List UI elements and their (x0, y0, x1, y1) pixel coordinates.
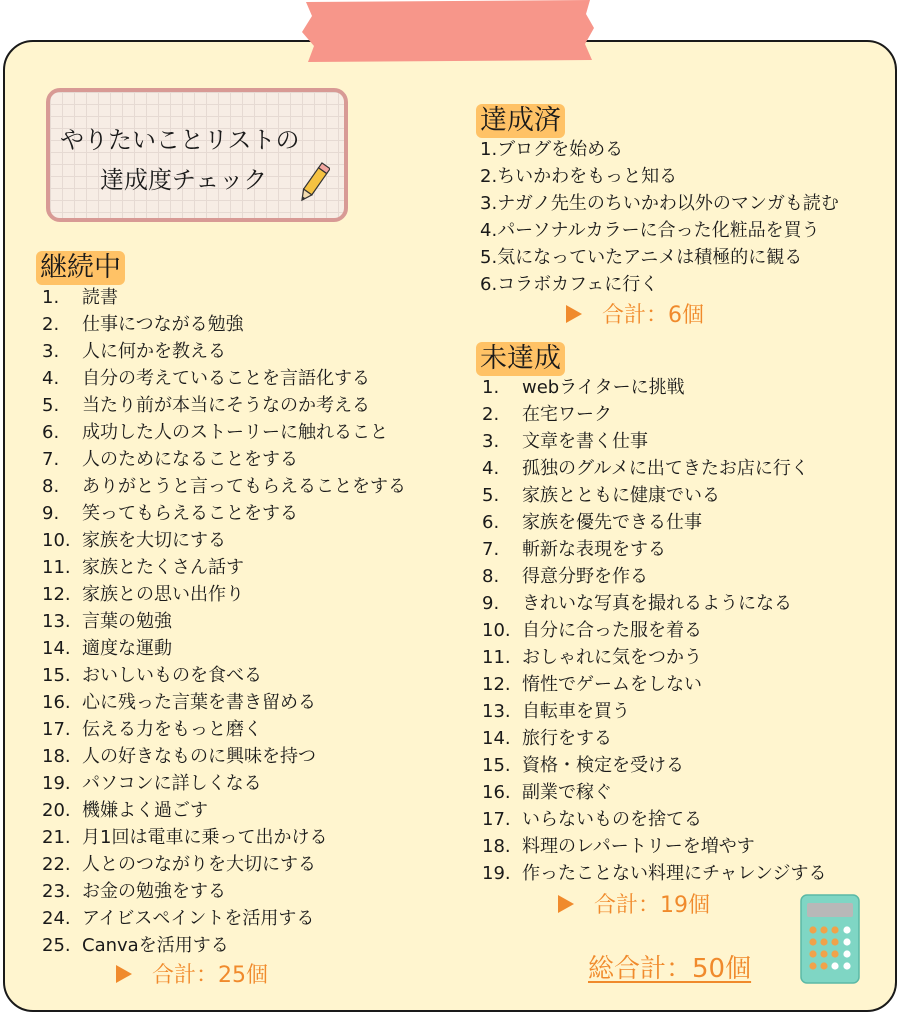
item-number: 4. (42, 368, 60, 389)
item-number: 11. (42, 557, 71, 578)
item-text: 人のためになることをする (82, 449, 298, 470)
play-triangle-icon (566, 305, 582, 323)
item-number: 6. (42, 422, 60, 443)
achieved-total (566, 298, 704, 329)
item-text: 言葉の勉強 (82, 611, 172, 632)
list-item (482, 428, 827, 455)
item-text: 孤独のグルメに出てきたお店に行く (522, 458, 809, 479)
not-achieved-list (482, 374, 827, 887)
item-text: ちいかわをもっと知る (497, 166, 678, 187)
item-text: 旅行をする (522, 728, 612, 749)
list-item (482, 455, 827, 482)
item-number: 18. (482, 836, 511, 857)
list-item (42, 500, 406, 527)
list-item (42, 527, 406, 554)
item-number: 2. (480, 166, 498, 187)
list-item (42, 824, 406, 851)
list-item (42, 284, 406, 311)
list-item (42, 797, 406, 824)
item-number: 13. (42, 611, 71, 632)
achieved-list (480, 136, 839, 298)
item-number: 7. (482, 539, 500, 560)
item-number: 1. (480, 139, 498, 160)
list-item (42, 419, 406, 446)
item-text: パーソナルカラーに合った化粧品を買う (497, 220, 820, 241)
item-number: 13. (482, 701, 511, 722)
item-number: 4. (480, 220, 498, 241)
item-number: 16. (42, 692, 71, 713)
item-number: 4. (482, 458, 500, 479)
item-text: 副業で稼ぐ (522, 782, 612, 803)
list-item (482, 833, 827, 860)
list-item (42, 905, 406, 932)
item-text: お金の勉強をする (82, 881, 226, 902)
list-item (482, 752, 827, 779)
item-number: 20. (42, 800, 71, 821)
item-text: 当たり前が本当にそうなのか考える (82, 395, 370, 416)
item-text: 斬新な表現をする (522, 539, 666, 560)
in-progress-total-text: 合計：25個 (152, 963, 268, 988)
item-number: 10. (42, 530, 71, 551)
pencil-icon (298, 160, 330, 206)
item-number: 8. (482, 566, 500, 587)
item-text: 在宅ワーク (522, 404, 612, 425)
item-number: 5. (42, 395, 60, 416)
item-text: Canvaを活用する (82, 935, 229, 956)
item-number: 12. (482, 674, 511, 695)
item-number: 10. (482, 620, 511, 641)
item-number: 22. (42, 854, 71, 875)
list-item (480, 163, 839, 190)
in-progress-list (42, 284, 406, 959)
list-item (42, 554, 406, 581)
item-text: 作ったことない料理にチャレンジする (522, 863, 827, 884)
list-item (42, 689, 406, 716)
item-number: 7. (42, 449, 60, 470)
item-number: 16. (482, 782, 511, 803)
list-item (480, 136, 839, 163)
list-item (42, 878, 406, 905)
item-text: 伝える力をもっと磨く (82, 719, 262, 740)
play-triangle-icon (116, 965, 132, 983)
item-number: 17. (42, 719, 71, 740)
grand-total: 総合計：50個 (588, 954, 752, 984)
item-number: 12. (42, 584, 71, 605)
list-item (482, 536, 827, 563)
item-text: 家族とたくさん話す (82, 557, 244, 578)
item-text: 月1回は電車に乗って出かける (82, 827, 328, 848)
item-text: コラボカフェに行く (497, 274, 659, 295)
item-number: 2. (482, 404, 500, 425)
item-number: 23. (42, 881, 71, 902)
tape-decoration (302, 0, 594, 62)
item-number: 11. (482, 647, 511, 668)
item-text: 料理のレパートリーを増やす (522, 836, 755, 857)
list-item (42, 716, 406, 743)
list-item (480, 244, 839, 271)
list-item (42, 662, 406, 689)
item-text: 家族を大切にする (82, 530, 226, 551)
item-text: webライターに挑戦 (522, 377, 685, 398)
item-text: 文章を書く仕事 (522, 431, 648, 452)
item-text: パソコンに詳しくなる (82, 773, 262, 794)
list-item (482, 698, 827, 725)
item-text: きれいな写真を撮れるようになる (522, 593, 792, 614)
item-number: 9. (42, 503, 60, 524)
item-text: 家族との思い出作り (82, 584, 244, 605)
item-text: 資格・検定を受ける (522, 755, 684, 776)
item-number: 2. (42, 314, 60, 335)
list-item (42, 932, 406, 959)
list-item (482, 725, 827, 752)
list-item (482, 644, 827, 671)
list-item (42, 338, 406, 365)
achieved-total-text: 合計：6個 (602, 303, 704, 328)
item-text: ナガノ先生のちいかわ以外のマンガも読む (497, 193, 839, 214)
item-text: 家族を優先できる仕事 (522, 512, 702, 533)
item-number: 6. (482, 512, 500, 533)
item-text: 成功した人のストーリーに触れること (82, 422, 388, 443)
item-text: 仕事につながる勉強 (82, 314, 244, 335)
item-text: 適度な運動 (82, 638, 172, 659)
item-number: 17. (482, 809, 511, 830)
play-triangle-icon (558, 895, 574, 913)
list-item (482, 401, 827, 428)
list-item (42, 608, 406, 635)
item-number: 5. (480, 247, 498, 268)
list-item (482, 617, 827, 644)
list-item (482, 563, 827, 590)
achieved-heading: 達成済 (476, 104, 565, 138)
item-text: いらないものを捨てる (522, 809, 702, 830)
list-item (482, 671, 827, 698)
calculator-icon (800, 894, 860, 984)
list-item (42, 770, 406, 797)
item-number: 8. (42, 476, 60, 497)
item-number: 1. (42, 287, 60, 308)
item-text: おいしいものを食べる (82, 665, 262, 686)
item-number: 14. (42, 638, 71, 659)
item-number: 3. (480, 193, 498, 214)
item-text: 人の好きなものに興味を持つ (82, 746, 316, 767)
list-item (42, 635, 406, 662)
list-item (42, 473, 406, 500)
item-number: 15. (42, 665, 71, 686)
list-item (482, 806, 827, 833)
list-item (42, 851, 406, 878)
item-text: 気になっていたアニメは積極的に観る (497, 247, 803, 268)
item-number: 1. (482, 377, 500, 398)
item-text: 得意分野を作る (522, 566, 648, 587)
list-item (482, 374, 827, 401)
item-text: 自分に合った服を着る (522, 620, 702, 641)
list-item (42, 446, 406, 473)
list-item (42, 743, 406, 770)
list-item (42, 392, 406, 419)
item-number: 24. (42, 908, 71, 929)
item-number: 3. (482, 431, 500, 452)
item-text: 読書 (82, 287, 118, 308)
list-item (480, 271, 839, 298)
list-item (482, 509, 827, 536)
not-achieved-heading: 未達成 (476, 342, 565, 376)
not-achieved-total-text: 合計：19個 (594, 893, 710, 918)
item-number: 18. (42, 746, 71, 767)
item-number: 14. (482, 728, 511, 749)
item-text: おしゃれに気をつかう (522, 647, 702, 668)
item-number: 6. (480, 274, 498, 295)
item-number: 25. (42, 935, 71, 956)
item-text: 心に残った言葉を書き留める (82, 692, 316, 713)
item-text: 自転車を買う (522, 701, 630, 722)
item-number: 9. (482, 593, 500, 614)
item-text: 人とのつながりを大切にする (82, 854, 316, 875)
item-text: アイビスペイントを活用する (82, 908, 315, 929)
item-number: 19. (482, 863, 511, 884)
list-item (482, 779, 827, 806)
item-text: 笑ってもらえることをする (82, 503, 298, 524)
list-item (482, 482, 827, 509)
item-text: ブログを始める (497, 139, 624, 160)
item-text: 人に何かを教える (82, 341, 226, 362)
list-item (480, 217, 839, 244)
title-line-2: 達成度チェック (100, 166, 268, 194)
item-text: 自分の考えていることを言語化する (82, 368, 370, 389)
list-item (482, 590, 827, 617)
list-item (480, 190, 839, 217)
title-line-1: やりたいことリストの (60, 126, 300, 154)
item-text: 機嫌よく過ごす (82, 800, 208, 821)
item-number: 21. (42, 827, 71, 848)
item-number: 3. (42, 341, 60, 362)
in-progress-total (116, 958, 268, 989)
not-achieved-total (558, 888, 710, 919)
item-text: 惰性でゲームをしない (522, 674, 702, 695)
list-item (482, 860, 827, 887)
list-item (42, 581, 406, 608)
item-number: 19. (42, 773, 71, 794)
item-number: 15. (482, 755, 511, 776)
item-number: 5. (482, 485, 500, 506)
item-text: ありがとうと言ってもらえることをする (82, 476, 406, 497)
in-progress-heading: 継続中 (36, 251, 125, 285)
item-text: 家族とともに健康でいる (522, 485, 720, 506)
list-item (42, 311, 406, 338)
list-item (42, 365, 406, 392)
